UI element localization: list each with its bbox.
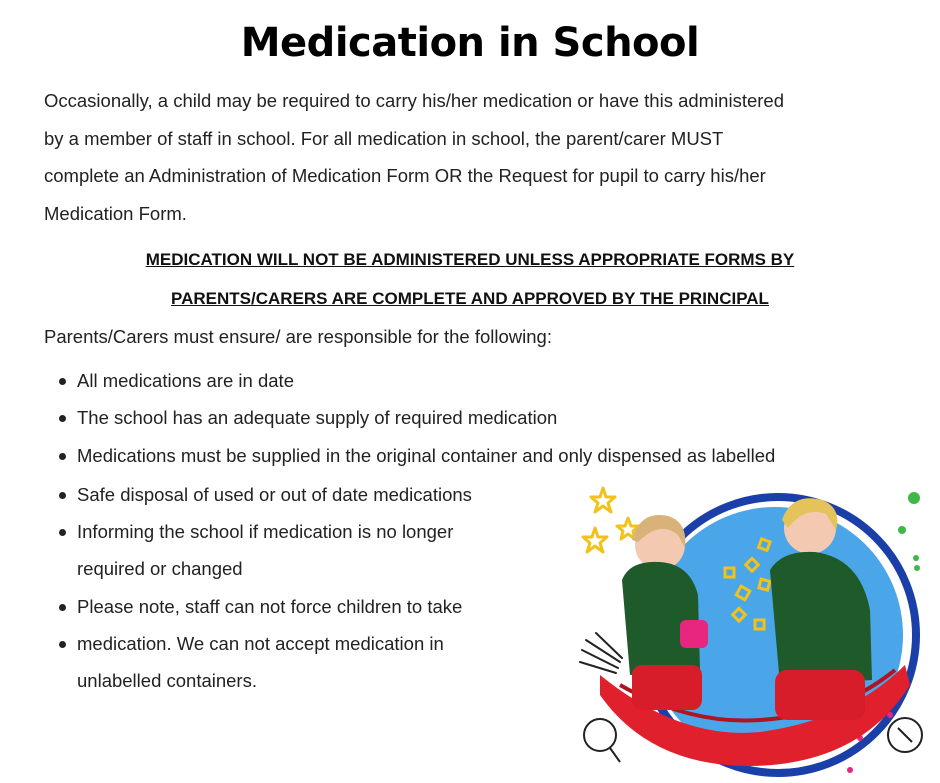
intro-line: complete an Administration of Medication Form OR the Request for pupil to carry his/her — [44, 165, 766, 186]
list-item: The school has an adequate supply of required medication — [55, 399, 775, 436]
medication-warning — [20, 240, 920, 318]
intro-line: Medication Form. — [44, 202, 187, 224]
intro-line: Occasionally, a child may be required to carry his/her medication or have this administered — [44, 90, 784, 111]
page-title: Medication in School — [240, 20, 700, 66]
intro-line: by a member of staff in school. For all medication in school, the parent/carer MUST — [44, 127, 724, 149]
star-icon — [583, 488, 639, 552]
list-item: medication. We can not accept medication in unlabelled containers. — [55, 625, 517, 700]
intro-paragraph — [44, 82, 924, 232]
children-rocker-photo — [560, 470, 940, 783]
decor-dots — [898, 492, 920, 571]
boy-figure — [770, 498, 872, 720]
list-item: Safe disposal of used or out of date medications — [55, 476, 547, 513]
warning-line: MEDICATION WILL NOT BE ADMINISTERED UNLESS APPROPRIATE FORMS BY — [145, 250, 795, 269]
list-item: Medications must be supplied in the original container and only dispensed as labelled — [55, 437, 775, 474]
responsibilities-lead: Parents/Carers must ensure/ are responsible for the following: — [44, 326, 552, 347]
motion-lines — [580, 633, 622, 673]
list-item: All medications are in date — [55, 362, 775, 399]
list-item: Informing the school if medication is no longer required or changed — [55, 513, 517, 588]
warning-line: PARENTS/CARERS ARE COMPLETE AND APPROVED BY THE PRINCIPAL — [171, 289, 769, 308]
list-item: Please note, staff can not force children to take — [55, 588, 547, 625]
